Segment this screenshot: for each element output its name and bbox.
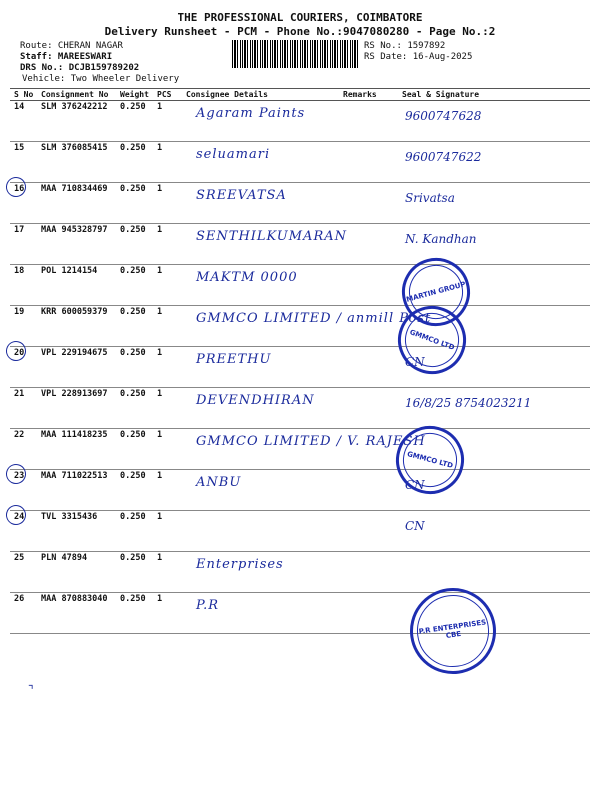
row-consignee-handwriting: Enterprises [196, 557, 284, 572]
row-sno: 15 [14, 143, 25, 153]
row-consignee-handwriting: Agaram Paints [196, 106, 306, 121]
row-sno: 18 [14, 266, 25, 276]
row-pcs: 1 [157, 143, 163, 153]
row-sno: 25 [14, 553, 25, 563]
table-row [10, 511, 590, 552]
row-weight: 0.250 [120, 102, 146, 112]
row-pcs: 1 [157, 348, 163, 358]
row-weight: 0.250 [120, 594, 146, 604]
row-signature: CN [405, 355, 425, 369]
row-consignee-handwriting: DEVENDHIRAN [196, 393, 315, 408]
runsheet-table [10, 88, 590, 634]
row-signature: 9600747622 [405, 150, 482, 164]
col-pcs: PCS [157, 90, 172, 99]
row-consignment-no: MAA 711022513 [41, 471, 108, 481]
martin-group-stamp: MARTIN GROUP [394, 250, 477, 333]
row-consignment-no: VPL 229194675 [41, 348, 108, 358]
table-row [10, 306, 590, 347]
stray-mark: ⌝ [28, 683, 34, 697]
table-row [10, 101, 590, 142]
table-body [10, 101, 590, 634]
table-row [10, 224, 590, 265]
company-title: THE PROFESSIONAL COURIERS, COIMBATORE [177, 11, 423, 24]
row-signature: Srivatsa [405, 191, 455, 205]
row-consignee-handwriting: SREEVATSA [196, 188, 287, 203]
row-consignee-handwriting: seluamari [196, 147, 271, 162]
table-row [10, 593, 590, 634]
gmmco-stamp-2: GMMCO LTD [388, 418, 471, 501]
row-consignment-no: PLN 47894 [41, 553, 88, 563]
rs-number: RS No.: 1597892 [364, 41, 446, 51]
row-consignment-no: POL 1214154 [41, 266, 98, 276]
drs-label: DRS No.: DCJB159789202 [20, 63, 140, 73]
row-pcs: 1 [157, 430, 163, 440]
row-weight: 0.250 [120, 225, 146, 235]
row-weight: 0.250 [120, 512, 146, 522]
table-row [10, 470, 590, 511]
row-consignee-handwriting: GMMCO LIMITED / anmill Post [196, 311, 432, 326]
row-pcs: 1 [157, 102, 163, 112]
row-weight: 0.250 [120, 348, 146, 358]
pr-enterprises-stamp: P.R ENTERPRISES CBE [404, 582, 501, 679]
row-consignment-no: MAA 710834469 [41, 184, 108, 194]
table-row [10, 183, 590, 224]
row-consignment-no: KRR 600059379 [41, 307, 108, 317]
row-sno: 26 [14, 594, 25, 604]
row-weight: 0.250 [120, 471, 146, 481]
row-consignment-no: VPL 228913697 [41, 389, 108, 399]
row-pcs: 1 [157, 471, 163, 481]
row-consignee-handwriting: GMMCO LIMITED / V. RAJESH [196, 434, 426, 449]
row-sno: 24 [14, 512, 25, 522]
row-pcs: 1 [157, 389, 163, 399]
row-consignee-handwriting: PREETHU [196, 352, 272, 367]
table-row [10, 347, 590, 388]
col-seal-signature: Seal & Signature [402, 90, 480, 99]
row-pcs: 1 [157, 184, 163, 194]
barcode [232, 40, 360, 68]
runsheet-subtitle: Delivery Runsheet - PCM - Phone No.:9047080280 - Page No.:2 [104, 25, 496, 38]
row-consignee-handwriting: P.R [196, 598, 220, 613]
rs-date: RS Date: 16-Aug-2025 [364, 52, 473, 62]
table-row [10, 265, 590, 306]
row-signature: N. Kandhan [405, 232, 477, 246]
col-sno: S No [14, 90, 34, 99]
row-consignment-no: MAA 945328797 [41, 225, 108, 235]
row-consignment-no: TVL 3315436 [41, 512, 98, 522]
row-pcs: 1 [157, 266, 163, 276]
col-remarks: Remarks [343, 90, 377, 99]
row-sno: 23 [14, 471, 25, 481]
row-weight: 0.250 [120, 143, 146, 153]
table-row [10, 429, 590, 470]
row-consignment-no: SLM 376242212 [41, 102, 108, 112]
row-consignee-handwriting: MAKTM 0000 [196, 270, 298, 285]
gmmco-stamp-1: GMMCO LTD [388, 296, 475, 383]
staff-label: Staff: MAREESWARI [20, 52, 113, 62]
row-pcs: 1 [157, 512, 163, 522]
row-sno: 21 [14, 389, 25, 399]
row-signature: 16/8/25 8754023211 [405, 396, 532, 410]
row-consignee-handwriting: ANBU [196, 475, 242, 490]
row-weight: 0.250 [120, 307, 146, 317]
row-consignment-no: MAA 870883040 [41, 594, 108, 604]
table-row [10, 142, 590, 183]
row-sno: 19 [14, 307, 25, 317]
row-sno: 14 [14, 102, 25, 112]
row-weight: 0.250 [120, 389, 146, 399]
row-pcs: 1 [157, 594, 163, 604]
row-signature: CN [405, 478, 425, 492]
col-consignment: Consignment No [41, 90, 109, 99]
row-sno: 17 [14, 225, 25, 235]
row-signature: 9600747628 [405, 109, 482, 123]
table-header [10, 88, 590, 101]
row-pcs: 1 [157, 307, 163, 317]
col-weight: Weight [120, 90, 149, 99]
row-pcs: 1 [157, 553, 163, 563]
row-consignment-no: MAA 111418235 [41, 430, 108, 440]
table-row [10, 552, 590, 593]
row-weight: 0.250 [120, 430, 146, 440]
row-sno: 20 [14, 348, 25, 358]
row-sno: 16 [14, 184, 25, 194]
row-sno: 22 [14, 430, 25, 440]
route-label: Route: CHERAN NAGAR [20, 41, 123, 51]
table-row [10, 388, 590, 429]
row-weight: 0.250 [120, 266, 146, 276]
row-weight: 0.250 [120, 553, 146, 563]
row-consignee-handwriting: SENTHILKUMARAN [196, 229, 348, 244]
row-pcs: 1 [157, 225, 163, 235]
col-consignee-details: Consignee Details [186, 90, 268, 99]
row-weight: 0.250 [120, 184, 146, 194]
row-consignment-no: SLM 376085415 [41, 143, 108, 153]
vehicle-label: Vehicle: Two Wheeler Delivery [22, 74, 180, 84]
row-signature: CN [405, 519, 425, 533]
